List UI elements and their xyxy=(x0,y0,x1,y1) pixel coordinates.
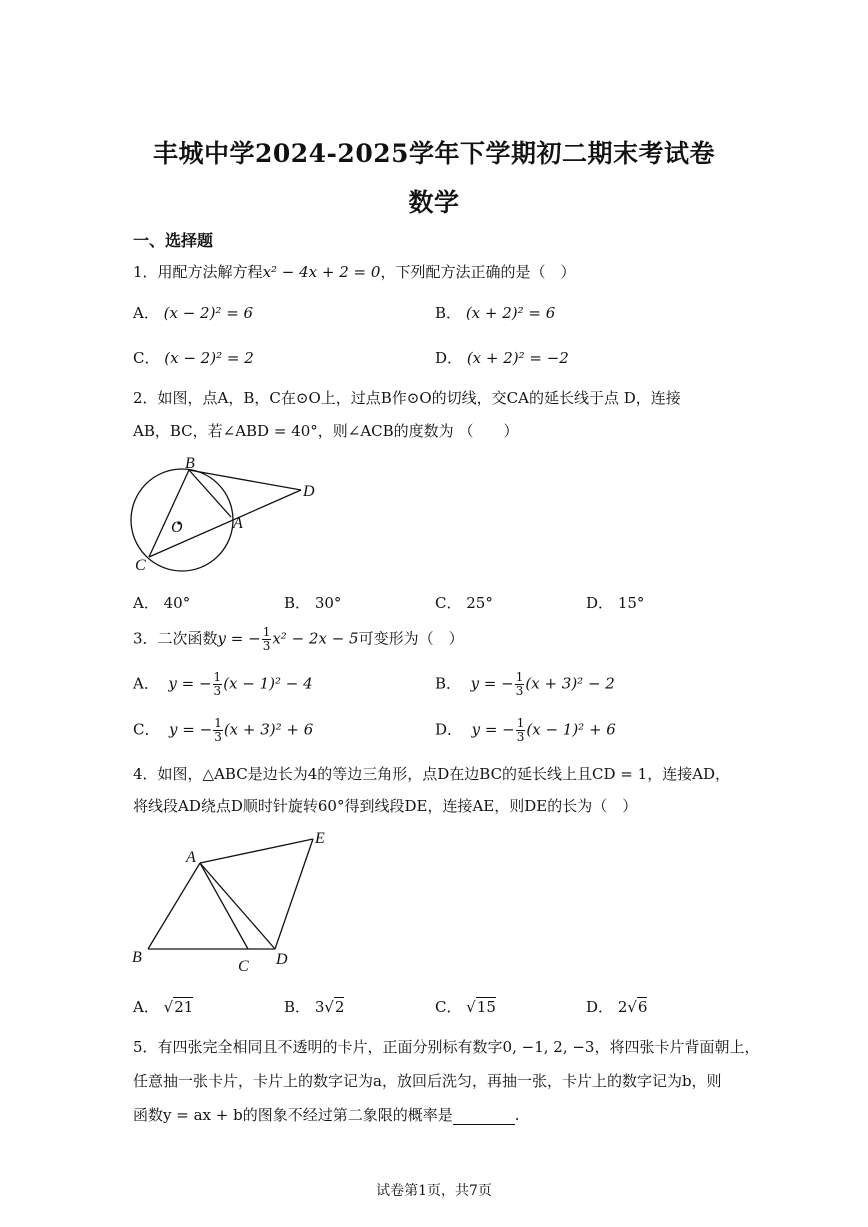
q3-eq-y: y = − xyxy=(217,629,261,648)
fraction-denominator: 3 xyxy=(516,730,525,744)
option-fraction xyxy=(516,717,526,744)
question-5-line-2: 任意抽一张卡片，卡片上的数字记为a，放回后洗匀，再抽一张，卡片上的数字记为b，则 xyxy=(133,1072,722,1090)
answer-blank[interactable] xyxy=(453,1110,515,1125)
q3-option-d[interactable] xyxy=(435,717,616,744)
label-d: D xyxy=(303,483,315,500)
q3-eq-rest: x² − 2x − 5 xyxy=(272,629,359,648)
q1-option-b[interactable] xyxy=(435,302,555,323)
question-1 xyxy=(133,261,575,282)
page-footer: 试卷第1页，共7页 xyxy=(376,1183,492,1199)
option-label: A． xyxy=(133,304,159,322)
fraction-numerator: 1 xyxy=(214,716,222,730)
option-label: A． xyxy=(133,674,159,693)
section-heading: 一、选择题 xyxy=(133,231,214,250)
q4-triangle-figure xyxy=(128,825,338,980)
q1-equation: x² − 4x + 2 = 0 xyxy=(262,263,381,281)
option-text: 15° xyxy=(617,594,645,612)
q1-option-d[interactable] xyxy=(435,347,569,368)
option-label: B． xyxy=(435,304,462,322)
option-label: C． xyxy=(435,594,462,612)
q3-option-b[interactable] xyxy=(435,671,615,698)
fraction-numerator: 1 xyxy=(515,670,524,684)
label-a: A xyxy=(233,515,243,532)
option-prefix: y = − xyxy=(470,674,514,693)
option-text: (x − 1)² + 6 xyxy=(526,720,616,739)
line-bd xyxy=(189,470,301,490)
line-ac xyxy=(200,863,248,949)
label-c: C xyxy=(135,557,146,574)
question-2-line-1: 2．如图，点A，B，C在⊙O上，过点B作⊙O的切线，交CA的延长线于点 D，连接 xyxy=(133,389,681,407)
option-label: A． xyxy=(133,594,159,612)
q3-option-a[interactable] xyxy=(133,671,313,698)
option-label: D． xyxy=(435,720,463,739)
option-text: (x − 2)² = 6 xyxy=(163,304,254,322)
q3-fraction xyxy=(262,626,272,653)
q3-option-c[interactable] xyxy=(133,717,313,744)
option-label: B． xyxy=(284,998,311,1016)
option-fraction xyxy=(515,671,525,698)
fraction-numerator: 1 xyxy=(516,716,525,730)
question-4-line-1: 4．如图，△ABC是边长为4的等边三角形，点D在边BC的延长线上且CD = 1，连接AD， xyxy=(133,765,731,783)
option-label: D． xyxy=(435,349,463,367)
label-d: D xyxy=(276,951,288,968)
option-prefix: y = − xyxy=(169,720,213,739)
exam-title: 丰城中学2024-2025学年下学期初二期末考试卷 xyxy=(152,139,716,168)
option-radicand: 15 xyxy=(476,998,496,1016)
question-2-line-2: AB，BC，若∠ABD = 40°，则∠ACB的度数为 （ ） xyxy=(133,422,519,440)
fraction-denominator: 3 xyxy=(262,639,271,653)
q1-suffix: ，下列配方法正确的是（ ） xyxy=(380,263,576,281)
label-a: A xyxy=(186,849,196,866)
option-text: (x + 2)² = −2 xyxy=(466,349,569,367)
fraction-numerator: 1 xyxy=(213,670,222,684)
q1-prefix: 用配方法解方程 xyxy=(157,263,263,281)
option-label: C． xyxy=(435,998,462,1016)
option-prefix: y = − xyxy=(471,720,515,739)
fraction-denominator: 3 xyxy=(214,730,222,744)
option-label: C． xyxy=(133,349,160,367)
option-label: C． xyxy=(133,720,160,739)
subject-title: 数学 xyxy=(408,188,460,217)
option-text: (x − 1)² − 4 xyxy=(223,674,313,693)
q2-circle-figure xyxy=(125,452,335,577)
label-o: O xyxy=(171,519,183,536)
label-e: E xyxy=(315,830,325,847)
q2-option-a[interactable] xyxy=(133,592,190,613)
option-label: B． xyxy=(435,674,462,693)
option-radicand: 21 xyxy=(174,998,194,1016)
q4-option-c[interactable]: C． √15 xyxy=(435,998,496,1016)
question-3 xyxy=(133,626,464,653)
fraction-denominator: 3 xyxy=(515,684,524,698)
q1-number: 1． xyxy=(133,263,158,281)
question-5-line-3 xyxy=(133,1104,519,1125)
option-text: 40° xyxy=(163,594,191,612)
option-label: B． xyxy=(284,594,311,612)
q2-option-d[interactable] xyxy=(586,592,644,613)
line-bc xyxy=(149,470,189,557)
line-ad xyxy=(200,863,275,949)
line-ae xyxy=(200,839,313,863)
option-text: (x + 3)² − 2 xyxy=(525,674,615,693)
q4-option-a[interactable]: A． √21 xyxy=(133,998,194,1016)
option-fraction xyxy=(213,671,223,698)
q5-text: 函数y = ax + b的图象不经过第二象限的概率是 xyxy=(133,1106,453,1124)
fraction-denominator: 3 xyxy=(213,684,222,698)
option-text: 30° xyxy=(314,594,342,612)
option-text: (x + 2)² = 6 xyxy=(465,304,556,322)
q2-option-b[interactable] xyxy=(284,592,341,613)
option-label: D． xyxy=(586,998,614,1016)
option-label: A． xyxy=(133,998,159,1016)
option-coef: 3 xyxy=(314,998,325,1016)
q4-option-b[interactable]: B． 3√2 xyxy=(284,998,345,1016)
option-fraction xyxy=(213,717,223,744)
option-text: (x + 3)² + 6 xyxy=(223,720,314,739)
fraction-numerator: 1 xyxy=(262,625,271,639)
q5-period: . xyxy=(514,1106,520,1124)
option-radicand: 2 xyxy=(334,998,345,1016)
option-label: D． xyxy=(586,594,614,612)
q1-option-c[interactable] xyxy=(133,347,254,368)
label-c: C xyxy=(238,958,249,975)
line-de xyxy=(275,839,313,949)
q4-option-d[interactable]: D． 2√6 xyxy=(586,998,648,1016)
line-ab xyxy=(148,863,200,949)
option-prefix: y = − xyxy=(168,674,212,693)
option-text: (x − 2)² = 2 xyxy=(164,349,254,367)
option-coef: 2 xyxy=(617,998,628,1016)
q3-prefix: 3．二次函数 xyxy=(133,629,218,648)
q2-option-c[interactable] xyxy=(435,592,493,613)
q3-suffix: 可变形为（ ） xyxy=(358,629,464,648)
label-b: B xyxy=(185,455,195,472)
question-4-line-2: 将线段AD绕点D顺时针旋转60°得到线段DE，连接AE，则DE的长为（ ） xyxy=(133,797,638,815)
question-5-line-1: 5．有四张完全相同且不透明的卡片，正面分别标有数字0, −1, 2, −3，将四张卡片背面朝上， xyxy=(133,1038,760,1056)
option-radicand: 6 xyxy=(637,998,648,1016)
option-text: 25° xyxy=(466,594,493,612)
label-b: B xyxy=(132,949,142,966)
q1-option-a[interactable] xyxy=(133,302,253,323)
